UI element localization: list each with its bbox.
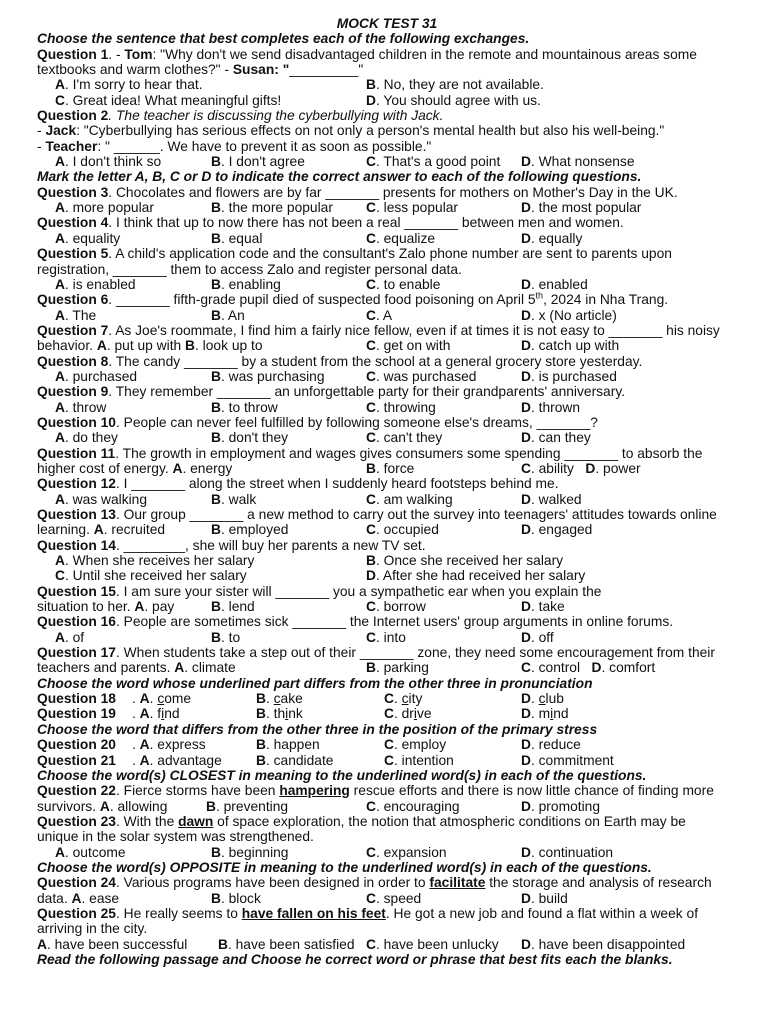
option-c[interactable]: C. throwing (366, 399, 436, 415)
option-a[interactable]: . A. come (132, 691, 192, 707)
option-d[interactable]: D. enabled (521, 276, 588, 292)
option-a[interactable]: A. have been successful (37, 936, 188, 952)
question-11-stem-options: higher cost of energy. A. energy B. force C. ability D. power (37, 460, 641, 476)
option-c[interactable]: C. occupied (366, 522, 439, 538)
question-8-stem: Question 8. The candy _______ by a student from the school at a general grocery store yesterday. (37, 353, 643, 369)
question-15-stem: Question 15. I am sure your sister will _______ you a sympathetic ear when you explain the (37, 583, 602, 599)
option-a[interactable]: A. climate (174, 660, 236, 676)
option-b[interactable]: B. the more popular (211, 200, 333, 216)
option-b[interactable]: B. cake (256, 691, 303, 707)
option-d[interactable]: D. engaged (521, 522, 593, 538)
option-b[interactable]: B. to throw (211, 399, 278, 415)
option-a[interactable]: A. The (55, 307, 97, 323)
question-14-stem: Question 14. ________, she will buy her parents a new TV set. (37, 537, 426, 553)
option-a[interactable]: A. ease (71, 890, 120, 906)
option-d[interactable]: D. build (521, 890, 568, 906)
question-17-stem: Question 17. When students take a step out of their _______ zone, they need some encouragement from their (37, 645, 715, 661)
section-heading-passage: Read the following passage and Choose he correct word or phrase that best fits each the blanks. (37, 951, 673, 967)
question-17-stem-options: teachers and parents. A. climate B. parking C. control D. comfort (37, 660, 656, 676)
test-page (37, 16, 737, 967)
question-19-row: Question 19 . A. find B. think C. drive D. mind (37, 706, 569, 722)
question-14-options-cd (37, 568, 737, 583)
page-title: MOCK TEST 31 (336, 16, 438, 31)
question-23-stem-2: unique in the solar system was strengthened. (37, 829, 314, 845)
question-11-stem: Question 11. The growth in employment and wages gives consumers some spending _______ to absorb the (37, 445, 703, 461)
question-4-options (37, 231, 737, 246)
option-cd[interactable]: C. ability D. power (521, 460, 641, 476)
option-b[interactable]: B. to (211, 629, 241, 645)
question-24-stem-options: data. A. ease B. block C. speed D. build (37, 890, 568, 906)
option-b[interactable]: B. No, they are not available. (366, 77, 544, 93)
option-a[interactable]: A. purchased (55, 368, 138, 384)
option-d[interactable]: D. is purchased (521, 368, 617, 384)
question-5-stem-1: Question 5. A child's application code and the consultant's Zalo phone number are sent to parents upon (37, 246, 672, 262)
option-b[interactable]: B. parking (366, 660, 429, 676)
question-12-options (37, 492, 737, 507)
option-b[interactable]: B. happen (256, 737, 320, 753)
option-c[interactable]: C. intention (384, 752, 454, 768)
question-23-stem-1: Question 23. With the dawn of space exploration, the notion that atmospheric conditions on Earth may be (37, 813, 686, 829)
option-c[interactable]: C. encouraging (366, 798, 460, 814)
option-c[interactable]: C. Great idea! What meaningful gifts! (55, 92, 282, 108)
question-2-jack-line: - Jack: "Cyberbullying has serious effects on not only a person's mental health but also his well-being." (37, 123, 665, 139)
option-a[interactable]: A. is enabled (55, 276, 136, 292)
option-c[interactable]: C. to enable (366, 276, 441, 292)
option-d[interactable]: D. continuation (521, 844, 614, 860)
option-d[interactable]: D. catch up with (521, 338, 620, 354)
option-d[interactable]: D. commitment (521, 752, 614, 768)
question-2-options (37, 154, 737, 169)
option-d[interactable]: D. club (521, 691, 564, 707)
option-d[interactable]: D. the most popular (521, 200, 642, 216)
option-d[interactable]: D. What nonsense (521, 154, 635, 170)
section-heading-pronunciation: Choose the word whose underlined part differs from the other three in pronunciation (37, 675, 593, 691)
option-d[interactable]: D. can they (521, 430, 591, 446)
option-c[interactable]: C. get on with (366, 338, 451, 354)
question-14-options-ab (37, 553, 737, 568)
question-2-teacher-line: - Teacher: " ______. We have to prevent it as soon as possible." (37, 138, 432, 154)
option-b[interactable]: B. walk (211, 491, 257, 507)
question-1-options-cd (37, 93, 737, 108)
option-a[interactable]: A. allowing (99, 798, 168, 814)
option-b[interactable]: B. lend (211, 599, 255, 615)
option-a[interactable]: A. do they (55, 430, 118, 446)
question-16-options (37, 630, 737, 645)
option-c[interactable]: C. expansion (366, 844, 447, 860)
question-10-stem: Question 10. People can never feel fulfilled by following someone else's dreams, _______? (37, 414, 598, 430)
option-b[interactable]: B. I don't agree (211, 154, 305, 170)
question-25-options (37, 937, 737, 952)
question-13-stem-options: learning. A. recruited B. employed C. occupied D. engaged (37, 522, 593, 538)
option-b[interactable]: B. have been satisfied (218, 936, 355, 952)
option-a[interactable]: . A. find (132, 706, 180, 722)
question-9-options (37, 400, 737, 415)
section-heading-mcq: Mark the letter A, B, C or D to indicate the correct answer to each of the following questions. (37, 169, 642, 185)
option-b[interactable]: B. Once she received her salary (366, 553, 564, 569)
option-d[interactable]: D. reduce (521, 737, 581, 753)
question-21-row: Question 21 . A. advantage B. candidate C. intention D. commitment (37, 752, 614, 768)
option-b[interactable]: B. look up to (185, 338, 263, 354)
option-d[interactable]: D. After she had received her salary (366, 568, 586, 584)
question-24-stem: Question 24. Various programs have been designed in order to facilitate the storage and analysis of research (37, 875, 712, 891)
option-c[interactable]: C. into (366, 629, 406, 645)
option-c[interactable]: C. was purchased (366, 368, 477, 384)
option-a[interactable]: A. I don't think so (55, 154, 162, 170)
question-9-stem: Question 9. They remember _______ an unforgettable party for their grandparents' anniversary. (37, 384, 626, 400)
option-c[interactable]: C. drive (384, 706, 432, 722)
question-18-row: Question 18 . A. come B. cake C. city D. club (37, 691, 564, 707)
question-16-stem: Question 16. People are sometimes sick _______ the Internet users' group arguments in online forums. (37, 614, 674, 630)
option-d[interactable]: D. off (521, 629, 554, 645)
option-b[interactable]: B. An (211, 307, 245, 323)
question-25-stem-1: Question 25. He really seems to have fallen on his feet. He got a new job and found a flat within a week of (37, 905, 699, 921)
option-c[interactable]: C. Until she received her salary (55, 568, 247, 584)
question-22-stem: Question 22. Fierce storms have been hampering rescue efforts and there is now little chance of finding more (37, 783, 714, 799)
option-d[interactable]: D. mind (521, 706, 569, 722)
option-c[interactable]: C. less popular (366, 200, 459, 216)
option-c[interactable]: C. A (366, 307, 393, 323)
option-a[interactable]: A. was walking (55, 491, 148, 507)
section-heading-closest: Choose the word(s) CLOSEST in meaning to the underlined word(s) in each of the questions. (37, 767, 647, 783)
option-b[interactable]: B. candidate (256, 752, 334, 768)
option-d[interactable]: D. equally (521, 230, 583, 246)
question-10-options (37, 430, 737, 445)
option-c[interactable]: C. am walking (366, 491, 453, 507)
option-a[interactable]: A. equality (55, 230, 121, 246)
option-b[interactable]: B. block (211, 890, 261, 906)
option-c[interactable]: C. have been unlucky (366, 936, 499, 952)
option-a[interactable]: A. energy (172, 460, 233, 476)
option-b[interactable]: B. don't they (211, 430, 289, 446)
option-a[interactable]: . A. advantage (132, 752, 222, 768)
option-d[interactable]: D. have been disappointed (521, 936, 686, 952)
option-a[interactable]: A. outcome (55, 844, 126, 860)
question-22-stem-options: survivors. A. allowing B. preventing C. encouraging D. promoting (37, 798, 600, 814)
option-a[interactable]: A. When she receives her salary (55, 553, 255, 569)
option-b[interactable]: B. preventing (206, 798, 289, 814)
option-b[interactable]: B. enabling (211, 276, 281, 292)
option-a[interactable]: A. more popular (55, 200, 154, 216)
option-b[interactable]: B. beginning (211, 844, 289, 860)
option-c[interactable]: C. city (384, 691, 423, 707)
question-8-options (37, 369, 737, 384)
option-c[interactable]: C. can't they (366, 430, 443, 446)
question-7-stem-options: behavior. A. put up with B. look up to C. get on with D. catch up with (37, 338, 620, 354)
question-1-line-2: textbooks and warm clothes?" - Susan: "_________" (37, 62, 364, 78)
option-b[interactable]: B. employed (211, 522, 289, 538)
option-d[interactable]: D. take (521, 599, 565, 615)
option-b[interactable]: B. was purchasing (211, 368, 325, 384)
option-c[interactable]: C. speed (366, 890, 422, 906)
question-5-stem-2: registration, _______ them to access Zalo and register personal data. (37, 261, 462, 277)
question-6-options (37, 308, 737, 323)
option-c[interactable]: C. That's a good point (366, 154, 501, 170)
question-6-stem: Question 6. _______ fifth-grade pupil died of suspected food poisoning on April 5th, 2024 in Nha Trang. (37, 290, 669, 308)
option-d[interactable]: D. You should agree with us. (366, 92, 541, 108)
section-heading-stress: Choose the word that differs from the other three in the position of the primary stress (37, 721, 598, 737)
option-b[interactable]: B. force (366, 460, 415, 476)
question-25-stem-2: arriving in the city. (37, 921, 148, 937)
option-a[interactable]: A. recruited (93, 522, 166, 538)
section-heading-opposite: Choose the word(s) OPPOSITE in meaning to the underlined word(s) in each of the questions. (37, 859, 652, 875)
option-c[interactable]: C. employ (384, 737, 447, 753)
option-d[interactable]: D. x (No article) (521, 307, 617, 323)
question-1-options-ab (37, 77, 737, 92)
question-23-options (37, 845, 737, 860)
option-c[interactable]: C. borrow (366, 599, 426, 615)
question-1-line-1: Question 1. - Tom: "Why don't we send disadvantaged children in the remote and mountainous areas some (37, 46, 697, 62)
option-d[interactable]: D. promoting (521, 798, 600, 814)
option-a[interactable]: A. pay (134, 599, 175, 615)
question-12-stem: Question 12. I _______ along the street when I suddenly heard footsteps behind me. (37, 476, 559, 492)
option-d[interactable]: D. walked (521, 491, 582, 507)
question-15-stem-options: situation to her. A. pay B. lend C. borrow D. take (37, 599, 565, 615)
option-cd[interactable]: C. control D. comfort (521, 660, 656, 676)
question-3-stem: Question 3. Chocolates and flowers are by far _______ presents for mothers on Mother's Day in the UK. (37, 184, 678, 200)
question-13-stem: Question 13. Our group _______ a new method to carry out the survey into teenagers' attitudes towards online (37, 507, 717, 522)
option-a[interactable]: A. I'm sorry to hear that. (55, 77, 203, 93)
option-a[interactable]: A. throw (55, 399, 107, 415)
option-b[interactable]: B. think (256, 706, 303, 722)
option-b[interactable]: B. equal (211, 230, 263, 246)
question-2-stem: Question 2. The teacher is discussing the cyberbullying with Jack. (37, 108, 444, 124)
question-4-stem: Question 4. I think that up to now there has not been a real _______ between men and women. (37, 215, 624, 231)
question-5-options (37, 277, 737, 292)
section-heading-exchanges: Choose the sentence that best completes each of the following exchanges. (37, 31, 530, 47)
option-a[interactable]: A. put up with (96, 338, 186, 354)
option-d[interactable]: D. thrown (521, 399, 581, 415)
question-7-stem: Question 7. As Joe's roommate, I find him a fairly nice fellow, even if at times it is not easy to _______ his noisy (37, 322, 720, 338)
option-a[interactable]: A. of (55, 629, 85, 645)
question-20-row: Question 20 . A. express B. happen C. employ D. reduce (37, 737, 581, 753)
question-3-options (37, 200, 737, 215)
option-a[interactable]: . A. express (132, 737, 206, 753)
option-c[interactable]: C. equalize (366, 230, 436, 246)
